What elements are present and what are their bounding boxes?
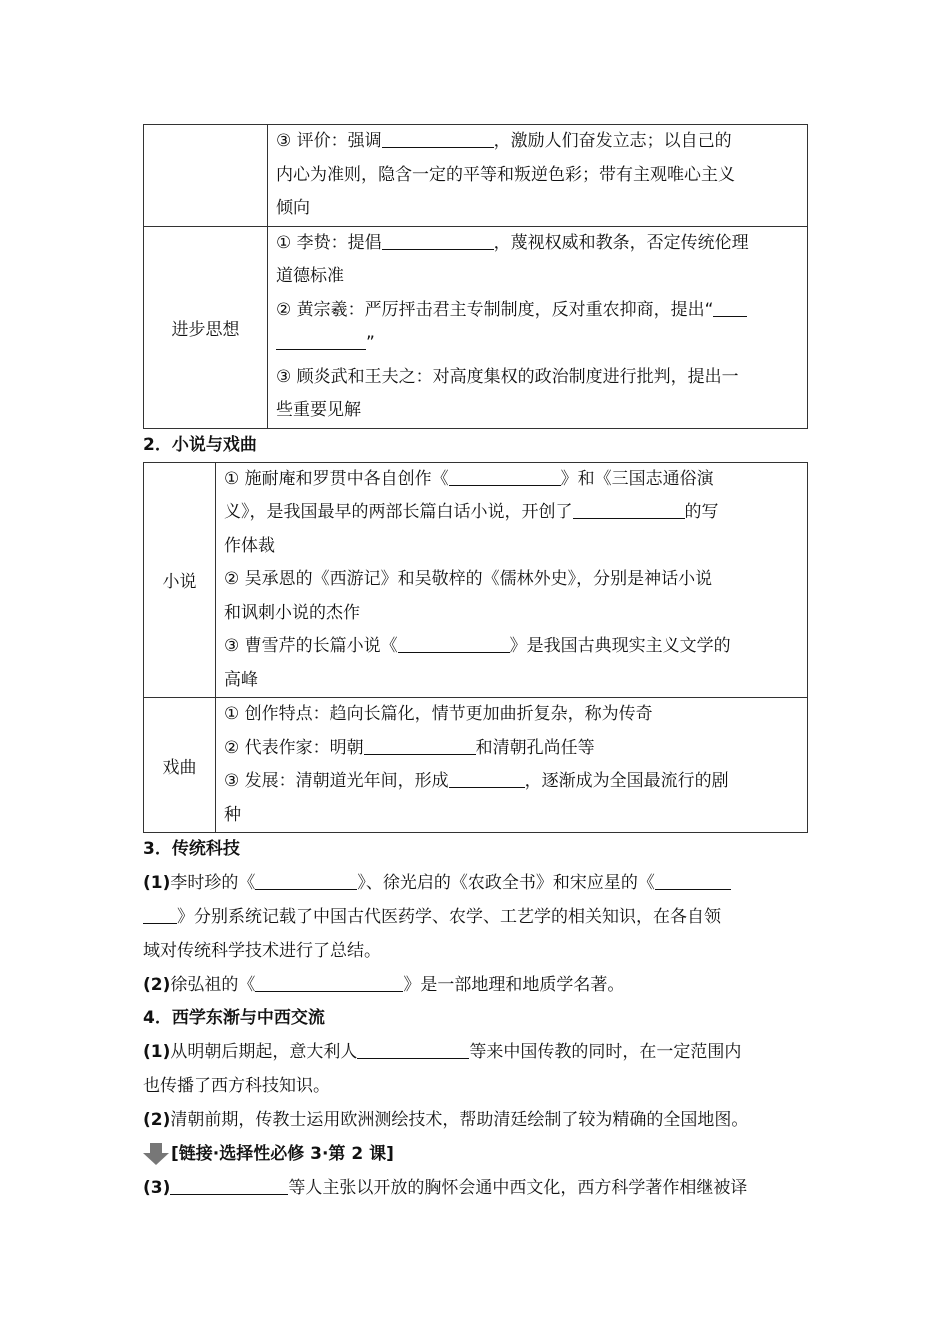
paragraph-line: (1)李时珍的《 》、徐光启的《农政全书》和宋应星的《 <box>143 866 807 900</box>
paragraph-line: 域对传统科学技术进行了总结。 <box>143 941 381 961</box>
row-content <box>216 462 808 698</box>
text-line: 义》，是我国最早的两部长篇白话小说，开创了 的写 <box>224 502 719 522</box>
row-content <box>268 226 808 428</box>
table-row <box>144 226 808 428</box>
fill-blank[interactable] <box>382 129 494 148</box>
fill-blank[interactable] <box>143 905 177 924</box>
fill-blank[interactable] <box>364 736 476 755</box>
text-line: ① 施耐庵和罗贯中各自创作《 》和《三国志通俗演 <box>224 468 714 489</box>
text-line: 种 <box>224 804 241 825</box>
text-line: 和讽刺小说的杰作 <box>224 602 360 623</box>
literature-table <box>143 462 808 834</box>
table-row <box>144 462 808 698</box>
text-line: ② 代表作家：明朝 和清朝孔尚任等 <box>224 737 595 758</box>
text-line: 作体裁 <box>224 535 275 556</box>
fill-blank[interactable] <box>382 231 494 250</box>
link-note <box>143 1137 807 1171</box>
section-heading: 3．传统科技 <box>143 839 240 859</box>
text-line: 内心为准则，隐含一定的平等和叛逆色彩；带有主观唯心主义 <box>276 164 735 185</box>
text-line: ③ 曹雪芹的长篇小说《 》是我国古典现实主义文学的 <box>224 636 731 656</box>
link-text: [链接·选择性必修 3·第 2 课] <box>171 1144 394 1164</box>
text-line: 高峰 <box>224 669 258 690</box>
paragraph-line: 也传播了西方科技知识。 <box>143 1076 330 1096</box>
fill-blank[interactable] <box>276 331 366 350</box>
down-arrow-icon <box>143 1143 169 1165</box>
fill-blank[interactable] <box>357 1040 469 1059</box>
table-row <box>144 698 808 833</box>
text-line: ② 吴承恩的《西游记》和吴敬梓的《儒林外史》，分别是神话小说 <box>224 569 713 589</box>
fill-blank[interactable] <box>449 467 561 486</box>
fill-blank[interactable] <box>573 500 685 519</box>
section-heading: 2．小说与戏曲 <box>143 434 257 455</box>
text-line: ” <box>268 327 807 361</box>
paragraph-line: (2)清朝前期，传教士运用欧洲测绘技术，帮助清廷绘制了较为精确的全国地图。 <box>143 1110 749 1130</box>
row-label: 进步思想 <box>144 226 268 428</box>
fill-blank[interactable] <box>655 871 731 890</box>
section-heading: 4．西学东渐与中西交流 <box>143 1008 325 1028</box>
text-line: ① 创作特点：趋向长篇化，情节更加曲折复杂，称为传奇 <box>224 704 653 724</box>
text-line: 倾向 <box>276 198 310 218</box>
fill-blank[interactable] <box>449 769 525 788</box>
row-label: 小说 <box>144 462 216 698</box>
paragraph-line: 》分别系统记载了中国古代医药学、农学、工艺学的相关知识，在各自领 <box>143 900 807 934</box>
row-content <box>216 698 808 833</box>
text-line: ③ 发展：清朝道光年间，形成 ，逐渐成为全国最流行的剧 <box>224 771 729 791</box>
table-row <box>144 125 808 227</box>
fill-blank[interactable] <box>255 871 357 890</box>
thought-table <box>143 124 808 429</box>
text-line: 道德标准 <box>276 266 344 286</box>
document-page <box>143 124 807 1205</box>
row-content <box>268 125 808 227</box>
paragraph-line: (3) 等人主张以开放的胸怀会通中西文化，西方科学著作相继被译 <box>143 1178 748 1198</box>
text-line: ① 李贽：提倡 ，蔑视权威和教条，否定传统伦理 <box>276 232 749 253</box>
text-line: ③ 顾炎武和王夫之：对高度集权的政治制度进行批判，提出一 <box>276 366 739 387</box>
fill-blank[interactable] <box>713 298 747 317</box>
row-label: 戏曲 <box>144 698 216 833</box>
row-label <box>144 125 268 227</box>
text-line: ③ 评价：强调 ，激励人们奋发立志；以自己的 <box>276 131 732 151</box>
fill-blank[interactable] <box>170 1176 288 1195</box>
fill-blank[interactable] <box>255 973 403 992</box>
fill-blank[interactable] <box>398 634 510 653</box>
paragraph-line: (1)从明朝后期起，意大利人 等来中国传教的同时，在一定范围内 <box>143 1042 742 1062</box>
text-line: 些重要见解 <box>276 400 361 420</box>
text-line: ② 黄宗羲：严厉抨击君主专制制度，反对重农抑商，提出“ <box>268 294 807 328</box>
paragraph-line: (2)徐弘祖的《 》是一部地理和地质学名著。 <box>143 975 625 995</box>
